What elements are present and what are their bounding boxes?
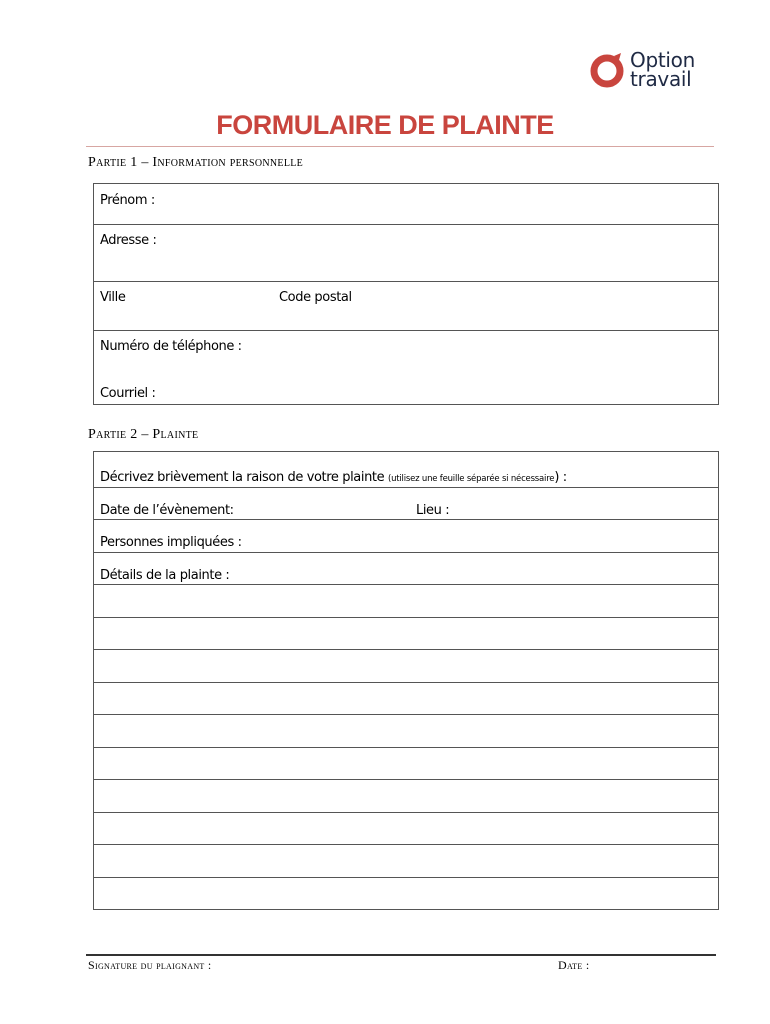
details-line xyxy=(94,584,718,585)
row-divider xyxy=(94,224,718,225)
code-postal-label: Code postal xyxy=(279,290,352,305)
details-line xyxy=(94,747,718,748)
row-divider xyxy=(94,330,718,331)
details-line xyxy=(94,617,718,618)
swirl-logo-icon xyxy=(588,50,628,90)
raison-label-text: Décrivez brièvement la raison de votre plainte xyxy=(100,470,385,485)
raison-label xyxy=(100,470,567,485)
ville-label: Ville xyxy=(100,290,126,305)
personal-info-box xyxy=(93,183,719,405)
personnes-label: Personnes impliquées : xyxy=(100,535,242,550)
adresse-label: Adresse : xyxy=(100,233,157,248)
row-divider xyxy=(94,552,718,553)
complaint-box xyxy=(93,451,719,910)
logo-text-travail: travail xyxy=(630,67,692,91)
section-heading-part1: Partie 1 – Information personnelle xyxy=(88,155,304,170)
details-label: Détails de la plainte : xyxy=(100,568,230,583)
telephone-label: Numéro de téléphone : xyxy=(100,339,242,354)
row-divider xyxy=(94,281,718,282)
date-evenement-label: Date de l’évènement: xyxy=(100,503,234,518)
details-line xyxy=(94,649,718,650)
title-divider xyxy=(86,146,714,147)
raison-note: (utilisez une feuille séparée si nécessaire xyxy=(387,474,555,484)
details-line xyxy=(94,877,718,878)
signature-label: Signature du plaignant : xyxy=(88,958,212,972)
form-title: FORMULAIRE DE PLAINTE xyxy=(216,110,554,140)
signature-rule xyxy=(86,954,716,956)
details-line xyxy=(94,779,718,780)
courriel-label: Courriel : xyxy=(100,386,156,401)
row-divider xyxy=(94,519,718,520)
details-line xyxy=(94,682,718,683)
raison-label-suffix: ) : xyxy=(554,470,567,485)
details-line xyxy=(94,844,718,845)
section-heading-part2: Partie 2 – Plainte xyxy=(88,427,199,442)
prenom-label: Prénom : xyxy=(100,193,155,208)
logo-text-option: Option xyxy=(630,48,695,72)
option-travail-logo xyxy=(588,48,713,94)
date-label: Date : xyxy=(558,958,590,972)
details-line xyxy=(94,812,718,813)
row-divider xyxy=(94,487,718,488)
details-line xyxy=(94,714,718,715)
lieu-label: Lieu : xyxy=(416,503,450,518)
